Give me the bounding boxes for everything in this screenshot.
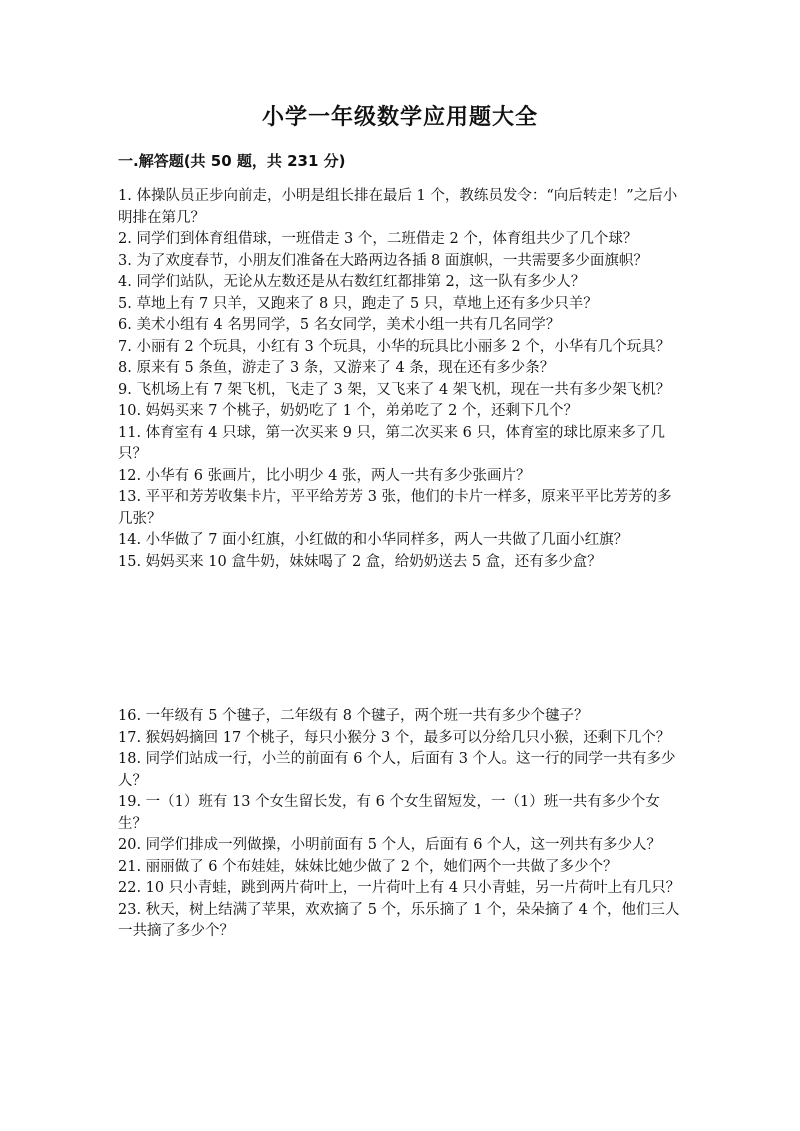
question-item: 15. 妈妈买来 10 盒牛奶，妹妹喝了 2 盒，给奶奶送去 5 盒，还有多少盒？ (118, 553, 602, 570)
question-item: 20. 同学们排成一列做操，小明前面有 5 个人，后面有 6 个人，这一列共有多少人？ (118, 837, 662, 853)
question-item: 2. 同学们到体育组借球，一班借走 3 个，二班借走 2 个，体育组共少了几个球？ (118, 231, 638, 247)
question-item: 23. 秋天，树上结满了苹果，欢欢摘了 5 个，乐乐摘了 1 个，朵朵摘了 4 个，他们三人一共摘了多少个？ (118, 901, 680, 939)
question-item: 14. 小华做了 7 面小红旗，小红做的和小华同样多，两人一共做了几面小红旗？ (118, 532, 629, 548)
question-item: 21. 丽丽做了 6 个布娃娃，妹妹比她少做了 2 个，她们两个一共做了多少个？ (118, 858, 618, 875)
question-item: 9. 飞机场上有 7 架飞机，飞走了 3 架，又飞来了 4 架飞机，现在一共有多少架飞机？ (118, 381, 671, 398)
question-item: 11. 体育室有 4 只球，第一次买来 9 只，第二次买来 6 只，体育室的球比原来多了几只？ (118, 424, 665, 462)
question-item: 6. 美术小组有 4 名男同学，5 名女同学，美术小组一共有几名同学？ (118, 317, 561, 333)
section-heading: 一.解答题(共 50 题，共 231 分) (118, 152, 346, 170)
question-item: 17. 猴妈妈摘回 17 个桃子，每只小猴分 3 个，最多可以分给几只小猴，还剩下几个？ (118, 729, 671, 746)
question-item: 13. 平平和芳芳收集卡片，平平给芳芳 3 张，他们的卡片一样多，原来平平比芳芳的多几张？ (118, 489, 672, 527)
question-item: 22. 10 只小青蛙，跳到两片荷叶上，一片荷叶上有 4 只小青蛙，另一片荷叶上有几只？ (118, 880, 681, 896)
question-item: 5. 草地上有 7 只羊，又跑来了 8 只，跑走了 5 只，草地上还有多少只羊？ (118, 295, 598, 312)
question-list-part1 (118, 186, 683, 573)
document-title: 小学一年级数学应用题大全 (261, 105, 538, 130)
question-item: 18. 同学们站成一行，小兰的前面有 6 个人，后面有 3 个人。这一行的同学一共有多少人？ (118, 751, 676, 789)
question-item: 12. 小华有 6 张画片，比小明少 4 张，两人一共有多少张画片？ (118, 467, 531, 484)
question-item: 7. 小丽有 2 个玩具，小红有 3 个玩具，小华的玩具比小丽多 2 个，小华有几个玩具？ (118, 338, 671, 355)
question-item: 16. 一年级有 5 个毽子，二年级有 8 个毽子，两个班一共有多少个毽子？ (118, 708, 589, 724)
question-item: 10. 妈妈买来 7 个桃子，奶奶吃了 1 个，弟弟吃了 2 个，还剩下几个？ (118, 403, 578, 419)
question-list-part2 (118, 706, 683, 943)
question-item: 1. 体操队员正步向前走，小明是组长排在最后 1 个，教练员发令：“向后转走！”之后小明排在第几？ (118, 188, 678, 226)
question-item: 3. 为了欢度春节，小朋友们准备在大路两边各插 8 面旗帜，一共需要多少面旗帜？ (118, 252, 648, 269)
question-item: 4. 同学们站队，无论从左数还是从右数红红都排第 2，这一队有多少人？ (118, 274, 586, 290)
question-item: 8. 原来有 5 条鱼，游走了 3 条，又游来了 4 条，现在还有多少条？ (118, 360, 555, 376)
question-item: 19. 一（1）班有 13 个女生留长发，有 6 个女生留短发，一（1）班一共有多少个女生？ (118, 794, 660, 832)
